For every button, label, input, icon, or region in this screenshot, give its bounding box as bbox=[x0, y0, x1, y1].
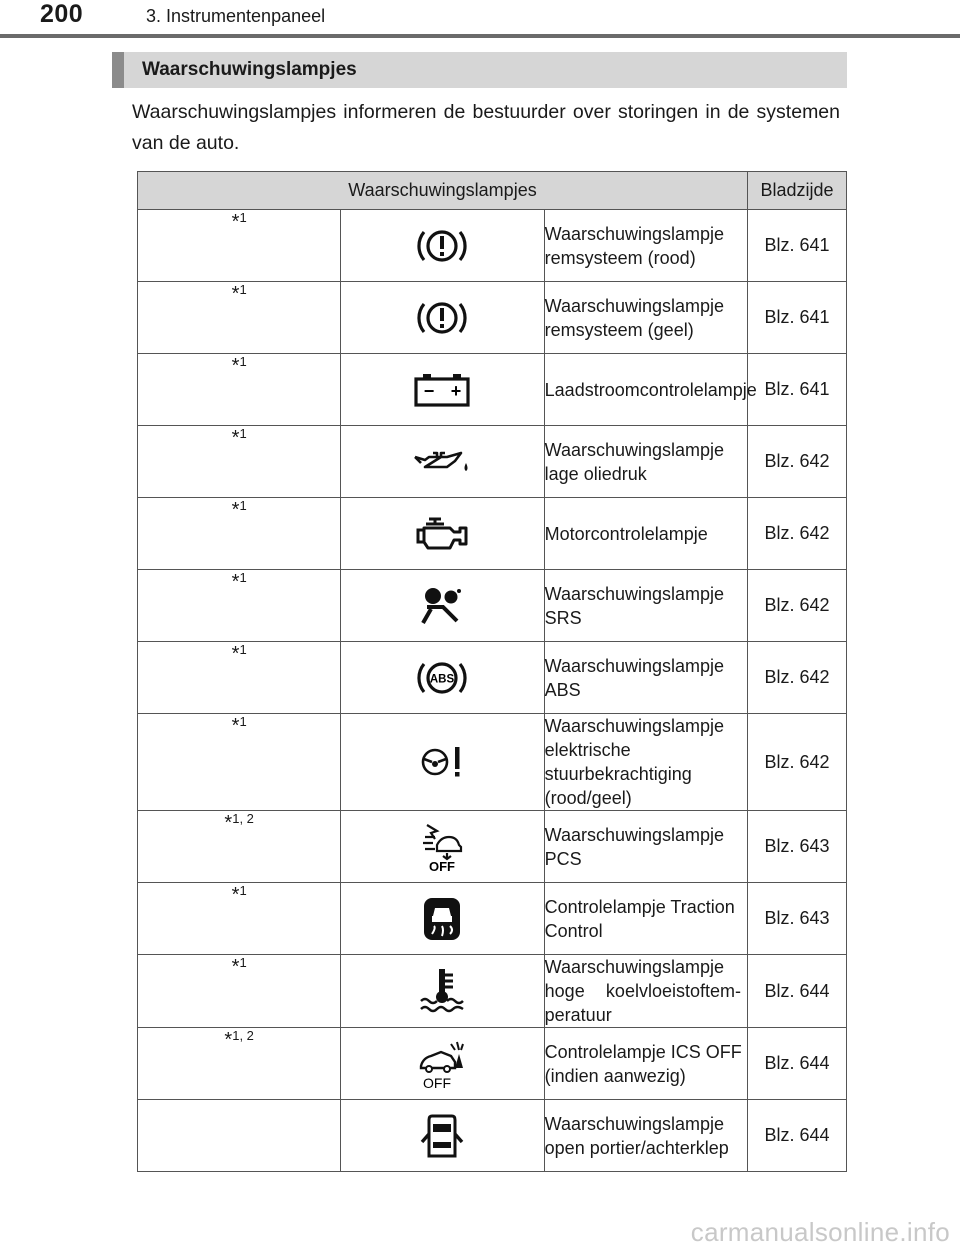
table-header-row bbox=[138, 172, 847, 210]
page-reference: Blz. 642 bbox=[748, 714, 847, 811]
footnote-marker bbox=[138, 1100, 341, 1172]
brake-warning-red-icon bbox=[341, 210, 544, 282]
footnote-marker: *$^1$ bbox=[138, 570, 341, 642]
footnote-marker: *$^1$ bbox=[138, 955, 341, 1028]
column-header-page: Bladzijde bbox=[748, 172, 847, 210]
column-header-lights: Waarschuwingslampjes bbox=[138, 172, 748, 210]
footnote-marker: *$^1$ bbox=[138, 354, 341, 426]
footnote-marker: *$^1$ bbox=[138, 210, 341, 282]
warning-description: Controlelampje ICS OFF (indien aanwezig) bbox=[544, 1028, 747, 1100]
table-row bbox=[138, 1028, 847, 1100]
traction-control-icon bbox=[341, 883, 544, 955]
chapter-title: 3. Instrumentenpaneel bbox=[146, 6, 326, 26]
warning-description: Waarschuwingslampje ABS bbox=[544, 642, 747, 714]
svg-text:−: − bbox=[424, 380, 435, 401]
svg-text:ABS: ABS bbox=[430, 673, 455, 685]
page-number: 200 bbox=[40, 0, 84, 28]
brake-warning-yellow-icon bbox=[341, 282, 544, 354]
watermark: carmanualsonline.info bbox=[690, 1217, 950, 1247]
footnote-marker: *$^1$ bbox=[138, 498, 341, 570]
table-row bbox=[138, 354, 847, 426]
section-heading-bar bbox=[112, 52, 847, 88]
table-row bbox=[138, 570, 847, 642]
page-reference: Blz. 641 bbox=[748, 282, 847, 354]
table-row bbox=[138, 282, 847, 354]
table-row bbox=[138, 1100, 847, 1172]
warning-description: Controlelampje Traction Control bbox=[544, 883, 747, 955]
warning-description: Waarschuwingslampje lage oliedruk bbox=[544, 426, 747, 498]
table-row bbox=[138, 955, 847, 1028]
intro-paragraph: Waarschuwingslampjes informeren de bestuurder over storingen in de systemen van de auto. bbox=[132, 101, 840, 154]
power-steering-icon bbox=[341, 714, 544, 811]
warning-description: Waarschuwingslampje remsysteem (geel) bbox=[544, 282, 747, 354]
warning-description: Waarschuwingslampje elektrische stuurbekrachtiging (rood/geel) bbox=[544, 714, 747, 811]
footnote-marker: *$^1$ bbox=[138, 642, 341, 714]
warning-description: Waarschuwingslampje open portier/achterklep bbox=[544, 1100, 747, 1172]
page-reference: Blz. 641 bbox=[748, 210, 847, 282]
door-open-icon bbox=[341, 1100, 544, 1172]
svg-text:OFF: OFF bbox=[423, 1074, 452, 1090]
warning-description: Motorcontrolelampje bbox=[544, 498, 747, 570]
footnote-marker: *$^1$ bbox=[138, 883, 341, 955]
warning-description: Waarschuwingslampje SRS bbox=[544, 570, 747, 642]
page-reference: Blz. 644 bbox=[748, 955, 847, 1028]
warning-lights-table bbox=[137, 171, 847, 1172]
warning-description: Waarschuwingslampje PCS bbox=[544, 811, 747, 883]
warning-description: Waarschuwingslampje hoge koelvloeistoftem-peratuur bbox=[544, 955, 747, 1028]
page-reference: Blz. 641 bbox=[748, 354, 847, 426]
footnote-marker: *$^1$ bbox=[138, 714, 341, 811]
page-reference: Blz. 644 bbox=[748, 1028, 847, 1100]
engine-check-icon bbox=[341, 498, 544, 570]
section-title: Waarschuwingslampjes bbox=[142, 59, 357, 80]
page-reference: Blz. 644 bbox=[748, 1100, 847, 1172]
abs-icon bbox=[341, 642, 544, 714]
page-reference: Blz. 642 bbox=[748, 642, 847, 714]
svg-text:OFF: OFF bbox=[429, 858, 456, 873]
page-reference: Blz. 642 bbox=[748, 498, 847, 570]
table-row bbox=[138, 811, 847, 883]
table-row bbox=[138, 883, 847, 955]
coolant-temp-icon bbox=[341, 955, 544, 1028]
warning-description: Waarschuwingslampje remsysteem (rood) bbox=[544, 210, 747, 282]
footnote-marker: *$^1$ bbox=[138, 426, 341, 498]
table-row bbox=[138, 642, 847, 714]
oil-pressure-icon bbox=[341, 426, 544, 498]
page-reference: Blz. 642 bbox=[748, 426, 847, 498]
header-divider bbox=[0, 34, 960, 38]
table-row bbox=[138, 498, 847, 570]
srs-airbag-icon bbox=[341, 570, 544, 642]
page-reference: Blz. 643 bbox=[748, 811, 847, 883]
warning-description: Laadstroomcontrolelampje bbox=[544, 354, 747, 426]
ics-off-icon bbox=[341, 1028, 544, 1100]
page-reference: Blz. 643 bbox=[748, 883, 847, 955]
pcs-off-icon bbox=[341, 811, 544, 883]
table-row bbox=[138, 426, 847, 498]
table-row bbox=[138, 210, 847, 282]
svg-text:+: + bbox=[451, 380, 462, 401]
footnote-marker: *$^1$ bbox=[138, 282, 341, 354]
footnote-marker: *$^{1, 2}$ bbox=[138, 1028, 341, 1100]
page-reference: Blz. 642 bbox=[748, 570, 847, 642]
table-row bbox=[138, 714, 847, 811]
footnote-marker: *$^{1, 2}$ bbox=[138, 811, 341, 883]
battery-charge-icon bbox=[341, 354, 544, 426]
